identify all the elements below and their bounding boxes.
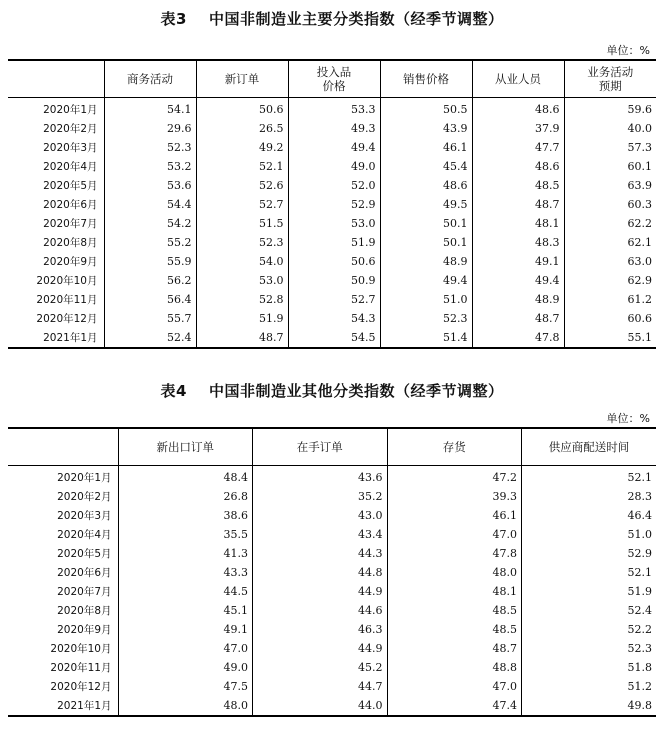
table-row bbox=[8, 658, 656, 677]
table4-unit: 单位：% bbox=[606, 412, 650, 425]
row-value: 53.0 bbox=[196, 271, 288, 290]
table-row bbox=[8, 506, 656, 525]
table4-header-row bbox=[8, 428, 656, 466]
row-value: 56.4 bbox=[104, 290, 196, 309]
row-value: 55.9 bbox=[104, 252, 196, 271]
table3-title bbox=[0, 8, 664, 29]
row-value: 53.0 bbox=[288, 214, 380, 233]
row-value: 48.0 bbox=[387, 563, 522, 582]
row-value: 47.4 bbox=[387, 696, 522, 716]
row-value: 44.9 bbox=[253, 639, 388, 658]
row-value: 44.6 bbox=[253, 601, 388, 620]
row-month: 2020年1月 bbox=[43, 104, 98, 116]
row-month: 2020年2月 bbox=[57, 491, 112, 503]
row-value: 51.9 bbox=[288, 233, 380, 252]
row-month: 2020年12月 bbox=[50, 681, 112, 693]
row-value: 49.5 bbox=[380, 195, 472, 214]
table4-body bbox=[8, 466, 656, 717]
row-value: 46.3 bbox=[253, 620, 388, 639]
row-month: 2020年3月 bbox=[57, 510, 112, 522]
row-value: 52.3 bbox=[196, 233, 288, 252]
row-month: 2020年11月 bbox=[50, 662, 112, 674]
row-value: 43.4 bbox=[253, 525, 388, 544]
row-value: 51.9 bbox=[196, 309, 288, 328]
table3-header-4: 销售价格 bbox=[380, 60, 472, 98]
table4-number: 表4 bbox=[160, 382, 187, 400]
row-value: 54.0 bbox=[196, 252, 288, 271]
row-month: 2020年4月 bbox=[43, 161, 98, 173]
row-value: 28.3 bbox=[522, 487, 657, 506]
table-row bbox=[8, 119, 656, 138]
row-value: 43.0 bbox=[253, 506, 388, 525]
row-value: 60.1 bbox=[564, 157, 656, 176]
row-value: 47.8 bbox=[387, 544, 522, 563]
row-value: 49.4 bbox=[472, 271, 564, 290]
table3-header-3-line: 价格 bbox=[322, 79, 346, 93]
table-row bbox=[8, 157, 656, 176]
row-month: 2020年7月 bbox=[43, 218, 98, 230]
table3 bbox=[8, 59, 656, 349]
row-value: 51.5 bbox=[196, 214, 288, 233]
row-value: 50.1 bbox=[380, 233, 472, 252]
row-value: 48.0 bbox=[118, 696, 253, 716]
row-value: 48.1 bbox=[472, 214, 564, 233]
row-value: 48.8 bbox=[387, 658, 522, 677]
row-value: 49.4 bbox=[380, 271, 472, 290]
row-value: 52.0 bbox=[288, 176, 380, 195]
row-month: 2020年11月 bbox=[36, 294, 98, 306]
row-month: 2020年9月 bbox=[57, 624, 112, 636]
row-value: 39.3 bbox=[387, 487, 522, 506]
row-value: 52.6 bbox=[196, 176, 288, 195]
row-value: 46.4 bbox=[522, 506, 657, 525]
row-value: 50.5 bbox=[380, 98, 472, 120]
row-value: 37.9 bbox=[472, 119, 564, 138]
row-month: 2020年7月 bbox=[57, 586, 112, 598]
table-row bbox=[8, 233, 656, 252]
row-value: 55.1 bbox=[564, 328, 656, 348]
row-value: 53.2 bbox=[104, 157, 196, 176]
row-month: 2020年6月 bbox=[43, 199, 98, 211]
table-row bbox=[8, 525, 656, 544]
table3-header-month bbox=[8, 60, 104, 98]
row-value: 44.3 bbox=[253, 544, 388, 563]
row-value: 57.3 bbox=[564, 138, 656, 157]
table3-header-5: 从业人员 bbox=[472, 60, 564, 98]
row-value: 48.3 bbox=[472, 233, 564, 252]
row-value: 26.5 bbox=[196, 119, 288, 138]
row-value: 48.7 bbox=[472, 309, 564, 328]
row-month: 2020年4月 bbox=[57, 529, 112, 541]
table4 bbox=[8, 427, 656, 717]
row-value: 35.5 bbox=[118, 525, 253, 544]
row-value: 46.1 bbox=[380, 138, 472, 157]
row-value: 48.9 bbox=[472, 290, 564, 309]
row-value: 54.3 bbox=[288, 309, 380, 328]
row-value: 43.9 bbox=[380, 119, 472, 138]
table3-header-3-line: 投入品 bbox=[316, 65, 352, 79]
row-value: 52.1 bbox=[522, 563, 657, 582]
row-month: 2020年5月 bbox=[43, 180, 98, 192]
row-value: 52.1 bbox=[522, 466, 657, 488]
row-value: 44.5 bbox=[118, 582, 253, 601]
row-value: 50.9 bbox=[288, 271, 380, 290]
table-row bbox=[8, 138, 656, 157]
row-value: 46.1 bbox=[387, 506, 522, 525]
table-row bbox=[8, 214, 656, 233]
row-value: 44.7 bbox=[253, 677, 388, 696]
table-row bbox=[8, 176, 656, 195]
row-value: 48.7 bbox=[196, 328, 288, 348]
row-value: 49.3 bbox=[288, 119, 380, 138]
row-value: 52.9 bbox=[288, 195, 380, 214]
row-value: 50.6 bbox=[196, 98, 288, 120]
row-value: 54.1 bbox=[104, 98, 196, 120]
table3-title-text: 中国非制造业主要分类指数（经季节调整） bbox=[208, 10, 504, 28]
row-value: 50.1 bbox=[380, 214, 472, 233]
row-month: 2020年9月 bbox=[43, 256, 98, 268]
row-value: 54.2 bbox=[104, 214, 196, 233]
table3-number: 表3 bbox=[160, 10, 187, 28]
row-value: 49.1 bbox=[118, 620, 253, 639]
table3-unit: 单位：% bbox=[606, 44, 650, 57]
table-row bbox=[8, 271, 656, 290]
row-value: 51.0 bbox=[380, 290, 472, 309]
row-value: 48.6 bbox=[472, 157, 564, 176]
row-month: 2020年1月 bbox=[57, 472, 112, 484]
row-value: 29.6 bbox=[104, 119, 196, 138]
row-month: 2020年8月 bbox=[43, 237, 98, 249]
row-value: 48.6 bbox=[472, 98, 564, 120]
row-value: 38.6 bbox=[118, 506, 253, 525]
row-month: 2020年3月 bbox=[43, 142, 98, 154]
row-value: 44.9 bbox=[253, 582, 388, 601]
row-month: 2020年2月 bbox=[43, 123, 98, 135]
row-value: 52.8 bbox=[196, 290, 288, 309]
table-row bbox=[8, 328, 656, 348]
row-value: 52.7 bbox=[288, 290, 380, 309]
row-value: 48.1 bbox=[387, 582, 522, 601]
table-row bbox=[8, 309, 656, 328]
row-value: 60.3 bbox=[564, 195, 656, 214]
row-value: 51.0 bbox=[522, 525, 657, 544]
table-row bbox=[8, 544, 656, 563]
table-row bbox=[8, 601, 656, 620]
table-row bbox=[8, 639, 656, 658]
row-value: 51.2 bbox=[522, 677, 657, 696]
row-value: 44.0 bbox=[253, 696, 388, 716]
row-value: 48.5 bbox=[387, 601, 522, 620]
row-value: 47.8 bbox=[472, 328, 564, 348]
row-value: 48.9 bbox=[380, 252, 472, 271]
row-value: 48.7 bbox=[387, 639, 522, 658]
row-month: 2020年10月 bbox=[36, 275, 98, 287]
row-value: 52.1 bbox=[196, 157, 288, 176]
table-row bbox=[8, 466, 656, 488]
row-value: 51.4 bbox=[380, 328, 472, 348]
row-value: 52.4 bbox=[104, 328, 196, 348]
row-month: 2020年5月 bbox=[57, 548, 112, 560]
row-value: 52.4 bbox=[522, 601, 657, 620]
row-value: 47.7 bbox=[472, 138, 564, 157]
row-value: 60.6 bbox=[564, 309, 656, 328]
row-value: 48.6 bbox=[380, 176, 472, 195]
row-value: 52.3 bbox=[104, 138, 196, 157]
row-value: 47.0 bbox=[387, 677, 522, 696]
table3-header-3 bbox=[288, 60, 380, 98]
row-value: 56.2 bbox=[104, 271, 196, 290]
table4-header-3: 存货 bbox=[387, 428, 522, 466]
row-value: 50.6 bbox=[288, 252, 380, 271]
row-value: 49.4 bbox=[288, 138, 380, 157]
table-row bbox=[8, 195, 656, 214]
table-row bbox=[8, 696, 656, 716]
table3-body bbox=[8, 98, 656, 349]
row-value: 41.3 bbox=[118, 544, 253, 563]
table-row bbox=[8, 677, 656, 696]
table-row bbox=[8, 290, 656, 309]
row-value: 45.4 bbox=[380, 157, 472, 176]
table4-header-1: 新出口订单 bbox=[118, 428, 253, 466]
row-value: 48.7 bbox=[472, 195, 564, 214]
row-value: 63.9 bbox=[564, 176, 656, 195]
row-value: 63.0 bbox=[564, 252, 656, 271]
row-value: 44.8 bbox=[253, 563, 388, 582]
row-value: 53.6 bbox=[104, 176, 196, 195]
table4-title bbox=[0, 380, 664, 401]
row-month: 2021年1月 bbox=[57, 700, 112, 712]
row-value: 43.6 bbox=[253, 466, 388, 488]
row-month: 2020年10月 bbox=[50, 643, 112, 655]
row-value: 26.8 bbox=[118, 487, 253, 506]
row-month: 2020年6月 bbox=[57, 567, 112, 579]
row-value: 47.0 bbox=[387, 525, 522, 544]
row-value: 49.0 bbox=[118, 658, 253, 677]
row-value: 43.3 bbox=[118, 563, 253, 582]
row-value: 53.3 bbox=[288, 98, 380, 120]
table4-header-month bbox=[8, 428, 118, 466]
row-value: 61.2 bbox=[564, 290, 656, 309]
table-row bbox=[8, 252, 656, 271]
row-value: 62.2 bbox=[564, 214, 656, 233]
row-month: 2021年1月 bbox=[43, 332, 98, 344]
row-value: 48.5 bbox=[472, 176, 564, 195]
row-value: 47.5 bbox=[118, 677, 253, 696]
row-value: 47.0 bbox=[118, 639, 253, 658]
row-value: 52.2 bbox=[522, 620, 657, 639]
row-month: 2020年12月 bbox=[36, 313, 98, 325]
table-row bbox=[8, 487, 656, 506]
row-value: 49.0 bbox=[288, 157, 380, 176]
row-value: 48.5 bbox=[387, 620, 522, 639]
row-value: 51.9 bbox=[522, 582, 657, 601]
row-value: 59.6 bbox=[564, 98, 656, 120]
row-value: 55.2 bbox=[104, 233, 196, 252]
row-value: 49.2 bbox=[196, 138, 288, 157]
row-value: 62.1 bbox=[564, 233, 656, 252]
row-value: 49.8 bbox=[522, 696, 657, 716]
row-value: 45.2 bbox=[253, 658, 388, 677]
table3-header-row bbox=[8, 60, 656, 98]
table-row bbox=[8, 98, 656, 120]
table3-header-6 bbox=[564, 60, 656, 98]
table3-header-2: 新订单 bbox=[196, 60, 288, 98]
row-value: 35.2 bbox=[253, 487, 388, 506]
row-value: 54.4 bbox=[104, 195, 196, 214]
row-value: 52.9 bbox=[522, 544, 657, 563]
row-value: 49.1 bbox=[472, 252, 564, 271]
table4-header-2: 在手订单 bbox=[253, 428, 388, 466]
table4-title-text: 中国非制造业其他分类指数（经季节调整） bbox=[208, 382, 504, 400]
row-value: 62.9 bbox=[564, 271, 656, 290]
row-value: 45.1 bbox=[118, 601, 253, 620]
table3-header-6-line: 预期 bbox=[598, 79, 622, 93]
row-value: 47.2 bbox=[387, 466, 522, 488]
table-row bbox=[8, 620, 656, 639]
table-row bbox=[8, 563, 656, 582]
table-row bbox=[8, 582, 656, 601]
row-value: 52.3 bbox=[522, 639, 657, 658]
row-value: 40.0 bbox=[564, 119, 656, 138]
table4-header-4: 供应商配送时间 bbox=[522, 428, 657, 466]
table3-header-6-line: 业务活动 bbox=[587, 65, 634, 79]
row-month: 2020年8月 bbox=[57, 605, 112, 617]
row-value: 48.4 bbox=[118, 466, 253, 488]
row-value: 52.7 bbox=[196, 195, 288, 214]
table3-header-1: 商务活动 bbox=[104, 60, 196, 98]
row-value: 51.8 bbox=[522, 658, 657, 677]
row-value: 52.3 bbox=[380, 309, 472, 328]
row-value: 55.7 bbox=[104, 309, 196, 328]
row-value: 54.5 bbox=[288, 328, 380, 348]
